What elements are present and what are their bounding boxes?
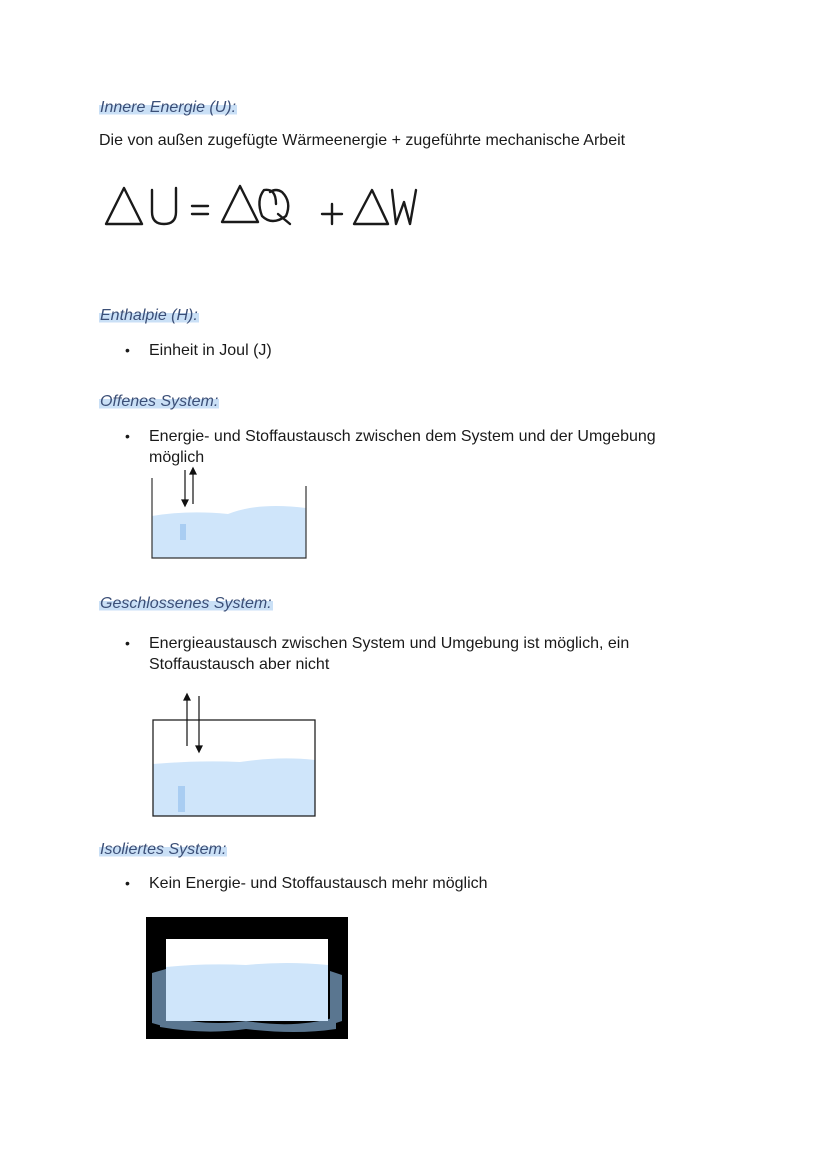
bullet-text: Energieaustausch zwischen System und Umgebung ist möglich, ein — [149, 635, 630, 652]
formula-delta-2 — [222, 186, 258, 222]
heading-closed-system-text: Geschlossenes System: — [100, 595, 272, 612]
bullet-glyph: • — [125, 428, 130, 444]
bullet-text-continued: möglich — [149, 449, 205, 466]
bullet-text-continued: Stoffaustausch aber nicht — [149, 656, 330, 673]
open-system-diagram — [148, 462, 310, 562]
heading-isolated-system — [99, 840, 227, 860]
isolated-system-diagram — [146, 917, 350, 1041]
formula-equals — [192, 206, 208, 214]
heading-inner-energy — [99, 98, 237, 118]
heading-inner-energy-text: Innere Energie (U): — [100, 99, 237, 116]
inner-energy-description: Die von außen zugefügte Wärmeenergie + zugeführte mechanische Arbeit — [99, 132, 626, 149]
bullet-closed-system — [125, 633, 629, 675]
energy-arrows — [184, 694, 202, 752]
water — [153, 758, 315, 816]
formula-u — [152, 188, 176, 224]
bullet-isolated-system — [125, 873, 488, 894]
heading-enthalpy-text: Enthalpie (H): — [100, 307, 198, 324]
bullet-text: Energie- und Stoffaustausch zwischen dem System und der Umgebung — [149, 428, 656, 445]
bullet-glyph: • — [125, 342, 130, 358]
heading-open-system — [99, 392, 219, 412]
formula-delta-1 — [106, 188, 142, 224]
formula-handwritten — [100, 178, 430, 238]
formula-w — [392, 190, 416, 224]
heading-closed-system — [99, 594, 273, 614]
bullet-text: Kein Energie- und Stoffaustausch mehr möglich — [149, 875, 488, 892]
heading-isolated-system-text: Isoliertes System: — [100, 841, 227, 858]
water — [166, 963, 328, 1021]
exchange-arrows — [182, 468, 196, 506]
water — [152, 506, 306, 558]
bullet-glyph: • — [125, 875, 130, 891]
formula-plus — [322, 204, 342, 224]
formula-q — [259, 190, 288, 221]
bullet-text: Einheit in Joul (J) — [149, 342, 272, 359]
closed-system-diagram — [150, 690, 318, 820]
heading-enthalpy — [99, 306, 199, 326]
bullet-enthalpy-unit — [125, 340, 272, 361]
formula-delta-3 — [354, 190, 388, 224]
heading-open-system-text: Offenes System: — [100, 393, 219, 410]
bullet-glyph: • — [125, 635, 130, 651]
